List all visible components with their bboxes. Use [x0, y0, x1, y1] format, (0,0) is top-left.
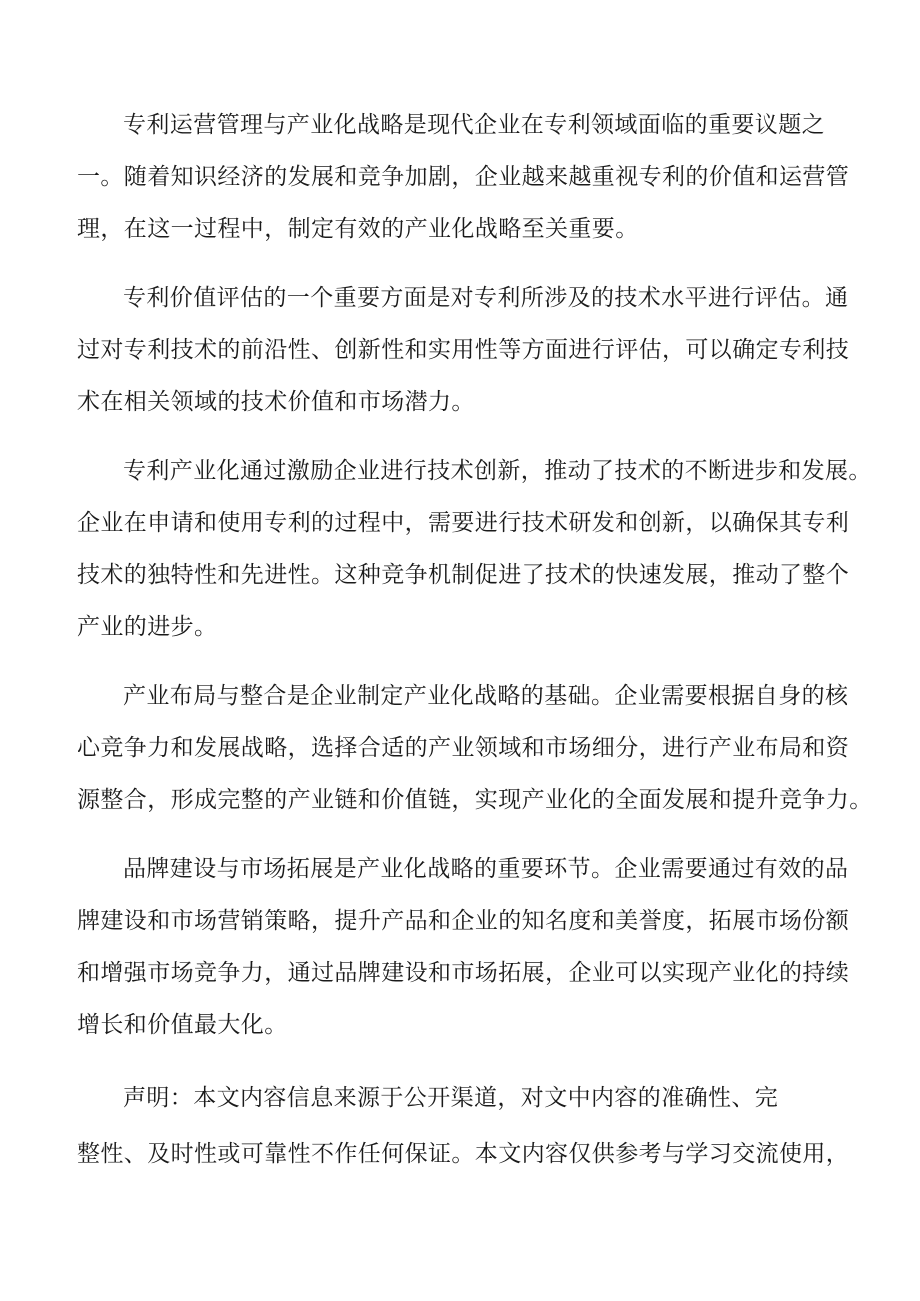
paragraph-4-line-2: 心竞争力和发展战略，选择合适的产业领域和市场细分，进行产业布局和资 [77, 735, 850, 761]
paragraph-2-line-2: 过对专利技术的前沿性、创新性和实用性等方面进行评估，可以确定专利技 [77, 337, 850, 363]
disclaimer-line-1: 声明：本文内容信息来源于公开渠道，对文中内容的准确性、完 [123, 1085, 779, 1111]
paragraph-2-line-3: 术在相关领域的技术价值和市场潜力。 [77, 389, 475, 415]
paragraph-5-line-3: 和增强市场竞争力，通过品牌建设和市场拓展，企业可以实现产业化的持续 [77, 960, 850, 986]
paragraph-3-line-1: 专利产业化通过激励企业进行技术创新，推动了技术的不断进步和发展。 [123, 458, 872, 484]
paragraph-4-line-1: 产业布局与整合是企业制定产业化战略的基础。企业需要根据自身的核 [123, 683, 849, 709]
paragraph-3-line-2: 企业在申请和使用专利的过程中，需要进行技术研发和创新，以确保其专利 [77, 510, 850, 536]
paragraph-1-line-1: 专利运营管理与产业化战略是现代企业在专利领域面临的重要议题之 [123, 112, 825, 138]
paragraph-2-line-1: 专利价值评估的一个重要方面是对专利所涉及的技术水平进行评估。通 [123, 285, 849, 311]
disclaimer-line-2: 整性、及时性或可靠性不作任何保证。本文内容仅供参考与学习交流使用， [77, 1141, 850, 1167]
paragraph-5-line-1: 品牌建设与市场拓展是产业化战略的重要环节。企业需要通过有效的品 [123, 856, 849, 882]
paragraph-5-line-2: 牌建设和市场营销策略，提升产品和企业的知名度和美誉度，拓展市场份额 [77, 908, 850, 934]
paragraph-3-line-4: 产业的进步。 [77, 614, 218, 640]
paragraph-3-line-3: 技术的独特性和先进性。这种竞争机制促进了技术的快速发展，推动了整个 [77, 562, 850, 588]
paragraph-1-line-3: 理，在这一过程中，制定有效的产业化战略至关重要。 [77, 216, 639, 242]
paragraph-4-line-3: 源整合，形成完整的产业链和价值链，实现产业化的全面发展和提升竞争力。 [77, 787, 873, 813]
paragraph-1-line-2: 一。随着知识经济的发展和竞争加剧，企业越来越重视专利的价值和运营管 [77, 164, 850, 190]
paragraph-5-line-4: 增长和价值最大化。 [77, 1012, 288, 1038]
